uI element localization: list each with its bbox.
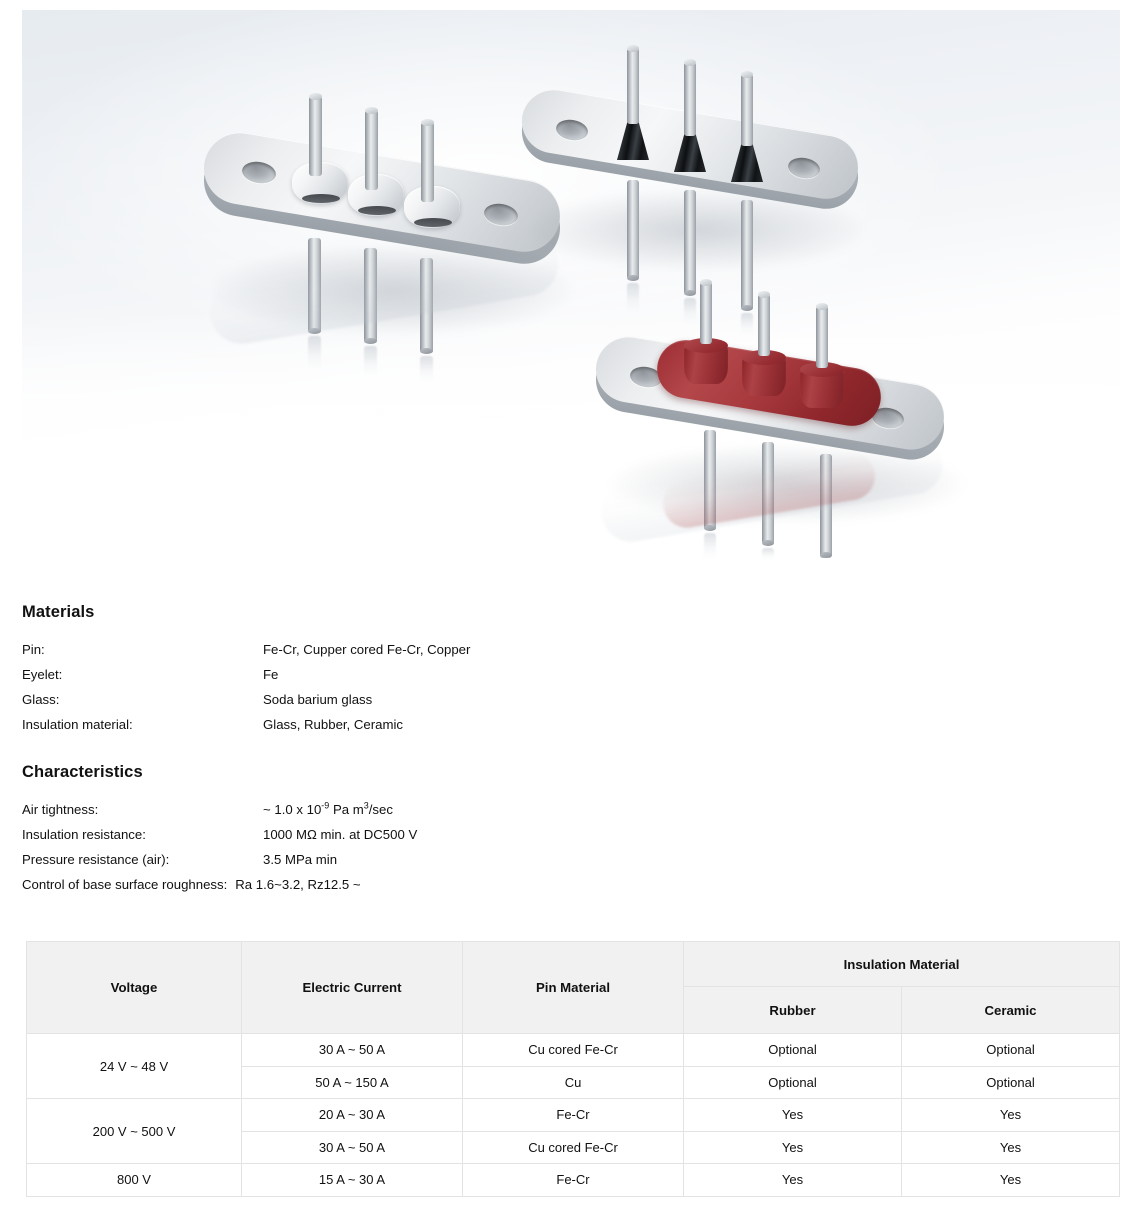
pin-upper xyxy=(421,122,434,202)
pin-lower-cap xyxy=(762,540,774,546)
spec-value: 3.5 MPa min xyxy=(263,852,338,867)
spec-value: Soda barium glass xyxy=(263,692,373,707)
th-rubber: Rubber xyxy=(684,987,902,1034)
pin-reflection xyxy=(420,356,433,382)
cell-pin-material: Fe-Cr xyxy=(463,1164,684,1197)
air-tightness-prefix: ~ 1.0 x 10 xyxy=(263,802,322,817)
th-voltage: Voltage xyxy=(27,942,242,1034)
table-head xyxy=(27,942,1120,1034)
pin-upper xyxy=(684,62,696,136)
cell-voltage: 200 V ~ 500 V xyxy=(27,1099,242,1164)
spec-label: Insulation material: xyxy=(22,717,133,732)
spec-value xyxy=(263,797,393,822)
cell-voltage: 800 V xyxy=(27,1164,242,1197)
air-tightness-cubic: 3 xyxy=(363,800,369,811)
spec-row-insulation-material xyxy=(22,712,470,737)
materials-list xyxy=(22,637,470,737)
th-pin-material: Pin Material xyxy=(463,942,684,1034)
spec-row-insulation-resistance xyxy=(22,822,417,847)
cell-pin-material: Cu cored Fe-Cr xyxy=(463,1034,684,1067)
eyelet-seal-ring xyxy=(302,194,340,203)
spec-label: Control of base surface roughness: xyxy=(22,877,228,892)
spec-value: Fe xyxy=(263,667,279,682)
pin-top-cap xyxy=(816,303,828,310)
pin-reflection xyxy=(364,346,377,376)
table-header-row-primary xyxy=(27,942,1120,987)
spec-row-pressure-resistance xyxy=(22,847,417,872)
cell-current: 15 A ~ 30 A xyxy=(242,1164,463,1197)
spec-row-pin xyxy=(22,637,470,662)
th-insulation-material: Insulation Material xyxy=(684,942,1120,987)
spec-value: 1000 MΩ min. at DC500 V xyxy=(263,827,418,842)
pin-top-cap xyxy=(741,71,753,78)
pin-lower-cap xyxy=(820,552,832,558)
cell-pin-material: Cu xyxy=(463,1066,684,1099)
pin-lower-cap xyxy=(420,348,433,354)
spec-label: Pressure resistance (air): xyxy=(22,852,170,867)
spec-value: Ra 1.6~3.2, Rz12.5 ~ xyxy=(235,877,361,892)
spec-value: Fe-Cr, Cupper cored Fe-Cr, Copper xyxy=(263,642,471,657)
cell-rubber: Optional xyxy=(684,1034,902,1067)
air-tightness-suffix: /sec xyxy=(368,802,393,817)
pin-upper xyxy=(309,96,322,176)
specification-table xyxy=(26,941,1120,1197)
cell-rubber: Optional xyxy=(684,1066,902,1099)
pin-upper xyxy=(627,48,639,124)
cell-ceramic: Yes xyxy=(902,1131,1120,1164)
cell-ceramic: Yes xyxy=(902,1164,1120,1197)
pin-top-cap xyxy=(627,45,639,52)
pin-top-cap xyxy=(421,119,434,126)
table-body xyxy=(27,1034,1120,1197)
spec-value: Glass, Rubber, Ceramic xyxy=(263,717,403,732)
eyelet-seal-ring xyxy=(358,206,396,215)
connector-rubber-insulated xyxy=(572,270,992,560)
cell-voltage: 24 V ~ 48 V xyxy=(27,1034,242,1099)
pin-upper xyxy=(365,110,378,190)
cell-ceramic: Yes xyxy=(902,1099,1120,1132)
spec-label: Insulation resistance: xyxy=(22,827,146,842)
pin-top-cap xyxy=(758,291,770,298)
pin-reflection xyxy=(762,548,774,560)
cell-current: 30 A ~ 50 A xyxy=(242,1131,463,1164)
characteristics-heading: Characteristics xyxy=(22,763,143,781)
spec-row-surface-roughness xyxy=(22,872,417,897)
pin-upper xyxy=(758,294,770,356)
pin-upper xyxy=(700,282,712,344)
pin-lower xyxy=(627,180,639,280)
table-row xyxy=(27,1164,1120,1197)
cell-current: 20 A ~ 30 A xyxy=(242,1099,463,1132)
cell-ceramic: Optional xyxy=(902,1066,1120,1099)
cell-rubber: Yes xyxy=(684,1099,902,1132)
cell-rubber: Yes xyxy=(684,1164,902,1197)
pin-top-cap xyxy=(309,93,322,100)
pin-upper xyxy=(741,74,753,146)
specification-table-wrapper xyxy=(26,941,1120,1197)
pin-reflection xyxy=(308,336,321,370)
cell-ceramic: Optional xyxy=(902,1034,1120,1067)
pin-top-cap xyxy=(700,279,712,286)
spec-row-glass xyxy=(22,687,470,712)
eyelet-seal-ring xyxy=(414,218,452,227)
spec-row-air-tightness xyxy=(22,797,417,822)
product-hero-image xyxy=(22,10,1120,560)
pin-top-cap xyxy=(365,107,378,114)
air-tightness-exponent: -9 xyxy=(321,800,330,811)
pin-reflection xyxy=(704,533,716,559)
characteristics-list xyxy=(22,797,417,897)
cell-current: 50 A ~ 150 A xyxy=(242,1066,463,1099)
cell-rubber: Yes xyxy=(684,1131,902,1164)
spec-label: Glass: xyxy=(22,692,60,707)
cell-current: 30 A ~ 50 A xyxy=(242,1034,463,1067)
pin-lower-cap xyxy=(364,338,377,344)
cell-pin-material: Cu cored Fe-Cr xyxy=(463,1131,684,1164)
table-row xyxy=(27,1034,1120,1067)
spec-row-eyelet xyxy=(22,662,470,687)
air-tightness-mid: Pa m xyxy=(329,802,364,817)
pin-top-cap xyxy=(684,59,696,66)
spec-label: Eyelet: xyxy=(22,667,63,682)
spec-label: Air tightness: xyxy=(22,802,99,817)
th-ceramic: Ceramic xyxy=(902,987,1120,1034)
cell-pin-material: Fe-Cr xyxy=(463,1099,684,1132)
table-row xyxy=(27,1099,1120,1132)
spec-label: Pin: xyxy=(22,642,45,657)
materials-heading: Materials xyxy=(22,603,95,621)
pin-upper xyxy=(816,306,828,368)
th-electric-current: Electric Current xyxy=(242,942,463,1034)
